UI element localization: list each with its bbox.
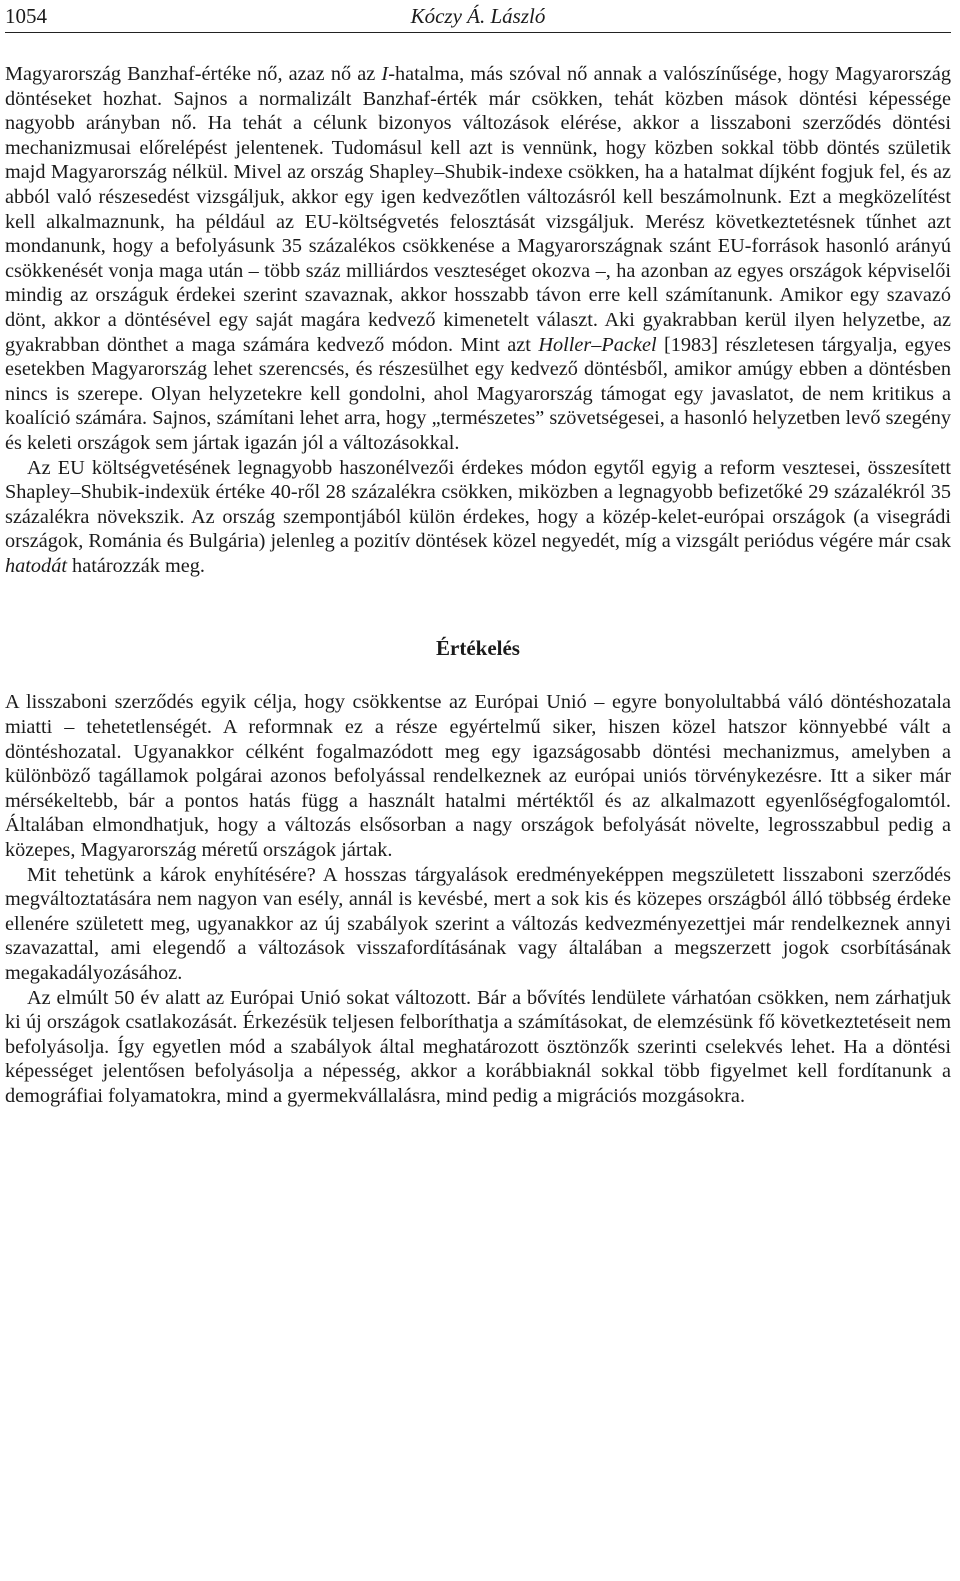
section-heading: Értékelés (436, 636, 520, 661)
paragraph (5, 690, 951, 862)
text-run: -hatalma, más szóval nő annak a valószínűsége, hogy Magyarország döntéseket hozhat. Sajnos a normalizált Banzhaf-érték már csökken, tehát közben mások döntési képessége nagyobb arányban nő. Ha tehát a célunk bizonyos változások elérése, akkor a lisszaboni szerződés döntési mechanizmusai előrelépést jelentenek. Tudomásul kell azt is vennünk, hogy közben sokkal több döntés születik majd Magyarország nélkül. Mivel az ország Shapley–Shubik-indexe csökken, ha a hatalmat díjként fogjuk fel, és az abból való részesedést vizsgáljuk, akkor egy igen kedvezőtlen változásról kell beszámolnunk. Ezt a megközelítést kell alkalmaznunk, ha például az EU-költségvetés felosztását vizsgáljuk. Merész következtetésnek tűnhet azt mondanunk, hogy a befolyásunk 35 százalékos csökkenése a Magyarországnak szánt EU-források hasonló arányú csökkenését vonja maga után – több száz milliárdos veszteséget okozva –, ha azonban az egyes országok képviselői mindig az országuk érdekei szerint szavaznak, akkor hosszabb távon erre kell számítanunk. Amikor egy szavazó dönt, akkor a döntésével egy saját magára kedvező kimenetelt választ. Aki gyakrabban kerül ilyen helyzetbe, az gyakrabban dönthet a maga számára kedvező módon. Mint azt (5, 63, 951, 356)
text-run: Mit tehetünk a károk enyhítésére? A hosszas tárgyalások eredményeképpen megszületett lisszaboni szerződés megváltoztatására nem nagyon van esély, annál is kevésbé, mert a sok kis és közepes országból álló többség érdeke ellenére született meg, ugyanakkor az új szabályok szerint a változás kedvezményezettjei már rendelkeznek annyi szavazattal, ami elegendő a változások visszafordításának vagy általában a megszerzett jogok csorbításának megakadályozásához. (5, 863, 951, 984)
text-run: Az EU költségvetésének legnagyobb haszonélvezői érdekes módon egytől egyig a reform vesztesei, összesített Shapley–Shubik-indexük értéke 40-ről 28 százalékra csökken, miközben a legnagyobb befizetőké 29 százalékról 35 százalékra növekszik. Az ország szempontjából külön érdekes, hogy a közép-kelet-európai országok (a visegrádi országok, Románia és Bulgária) jelenleg a pozitív döntések közel negyedét, míg a vizsgált periódus végére már csak (5, 456, 951, 553)
paragraph (5, 456, 951, 579)
paragraph (5, 986, 951, 1109)
page-header (5, 0, 951, 33)
page (5, 0, 951, 1109)
paragraph (5, 62, 951, 456)
text-run: [1983] részletesen tárgyalja, egyes esetekben Magyarország lehet szerencsés, és részesülhet egy kedvező döntésből, amikor amúgy ebben a döntésben nincs is szerepe. Olyan helyzetekre kell gondolni, ahol Magyarország támogat egy javaslatot, de nem kritikus a koalíció számára. Sajnos, számítani lehet arra, hogy „természetes” szövetségesei, a hasonló helyzetben levő szegény és keleti országok sem jártak igazán jól a változásokkal. (5, 333, 951, 454)
text-run: határozzák meg. (66, 554, 205, 577)
italic-text: hatodát (5, 554, 67, 577)
italic-text: I (381, 63, 389, 85)
text-run: Magyarország Banzhaf-értéke nő, azaz nő az (5, 63, 382, 85)
paragraph (5, 863, 951, 986)
italic-text: Holler–Packel (538, 333, 657, 356)
body-text (5, 62, 951, 1109)
text-run: Az elmúlt 50 év alatt az Európai Unió sokat változott. Bár a bővítés lendülete várhatóan csökken, nem zárhatjuk ki új országok csatlakozását. Érkezésük teljesen felboríthatja a számításokat, de elemzésünk fő következtetéseit nem befolyásolja. Így egyetlen mód a szabályok által meghatározott ösztönzők szerinti cselekvés lehet. Ha a döntési képességet jelentősen befolyásolja a népesség, akkor a korábbiaknál sokkal több figyelmet kell fordítanunk a demográfiai folyamatokra, mind a gyermekvállalásra, mind pedig a migrációs mozgásokra. (5, 986, 951, 1107)
page-number: 1054 (5, 4, 47, 28)
text-run: A lisszaboni szerződés egyik célja, hogy csökkentse az Európai Unió – egyre bonyolultabbá váló döntéshozatala miatti – tehetetlenségét. A reformnak ez a része egyértelmű siker, hiszen közel hatszor könnyebbé vált a döntéshozatal. Ugyanakkor célként fogalmazódott meg egy igazságosabb döntési mechanizmus, amelyben a különböző tagállamok polgárai azonos befolyással rendelkeznek az európai uniós törvénykezésre. Itt a siker már mérsékeltebb, bár a pontos hatás függ a használt hatalmi mértéktől és az alkalmazott egyenlőségfogalomtól. Általában elmondhatjuk, hogy a változás elsősorban a nagy országok befolyását növelte, legrosszabbul pedig a közepes, Magyarország méretű országok jártak. (5, 691, 951, 862)
running-head: Kóczy Á. László (410, 4, 546, 28)
